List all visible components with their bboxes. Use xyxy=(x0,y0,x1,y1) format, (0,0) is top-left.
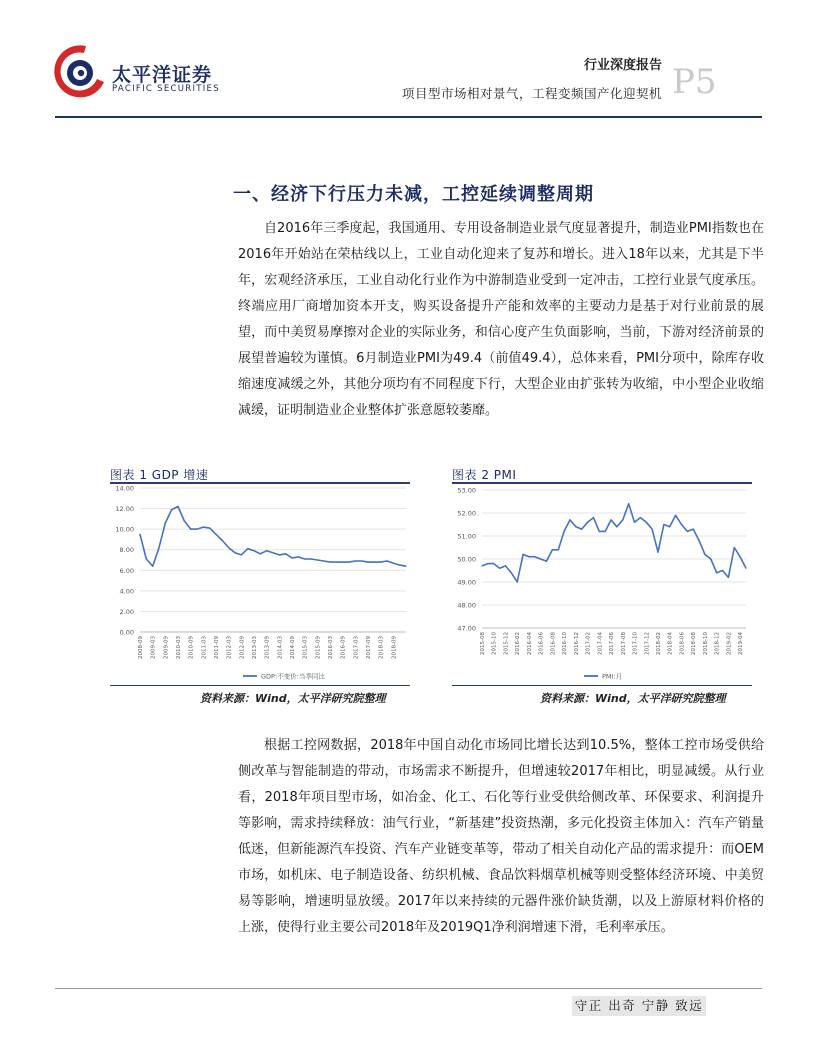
pmi-x-tick-label: 2019-04 xyxy=(738,632,745,655)
gdp-x-tick-label: 2010-03 xyxy=(176,636,182,659)
pmi-data-point xyxy=(622,519,623,520)
gdp-data-point xyxy=(399,565,400,566)
pmi-x-tick-label: 2017-12 xyxy=(644,632,651,655)
gdp-data-point xyxy=(139,534,140,535)
gdp-data-point xyxy=(260,553,261,554)
gdp-x-tick-label: 2011-03 xyxy=(201,636,208,659)
gdp-x-tick-label: 2012-03 xyxy=(226,636,233,659)
pmi-y-tick-label: 53.00 xyxy=(457,486,476,495)
gdp-y-tick-label: 0.00 xyxy=(119,628,134,637)
pmi-y-tick-label: 49.00 xyxy=(457,578,476,587)
gdp-data-point xyxy=(361,560,362,561)
gdp-data-point xyxy=(209,528,210,529)
gdp-data-point xyxy=(386,560,387,561)
pmi-data-point xyxy=(499,568,500,569)
pmi-data-point xyxy=(687,531,688,532)
pmi-data-point xyxy=(640,517,641,518)
pmi-data-point xyxy=(569,519,570,520)
footer-motto: 守正 出奇 宁静 致远 xyxy=(572,996,706,1016)
pmi-data-point xyxy=(634,522,635,523)
pmi-x-tick-label: 2016-04 xyxy=(526,632,533,655)
pmi-x-tick-label: 2017-08 xyxy=(620,632,627,655)
gdp-y-tick-label: 4.00 xyxy=(119,587,134,596)
gdp-data-point xyxy=(285,553,286,554)
pmi-data-point xyxy=(587,522,588,523)
pmi-data-point xyxy=(646,522,647,523)
pmi-data-point xyxy=(575,526,576,527)
footer-divider xyxy=(55,988,762,989)
gdp-y-tick-label: 14.00 xyxy=(115,484,134,493)
report-subtitle: 项目型市场相对景气，工程变频国产化迎契机 xyxy=(401,86,662,101)
pmi-legend-label: PMI:月 xyxy=(602,672,623,681)
pmi-data-point xyxy=(616,526,617,527)
pmi-data-point xyxy=(610,519,611,520)
pmi-data-point xyxy=(675,515,676,516)
gdp-data-point xyxy=(374,561,375,562)
gdp-y-tick-label: 12.00 xyxy=(115,505,134,514)
pmi-y-tick-label: 47.00 xyxy=(457,624,476,633)
gdp-y-tick-label: 6.00 xyxy=(119,566,134,575)
pmi-y-tick-label: 50.00 xyxy=(457,555,476,564)
figure-1-source: 资料来源：Wind，太平洋研究院整理 xyxy=(200,692,386,705)
pmi-data-point xyxy=(716,572,717,573)
pmi-x-tick-label: 2016-06 xyxy=(538,632,545,655)
gdp-data-point xyxy=(279,554,280,555)
gdp-data-point xyxy=(247,548,248,549)
gdp-data-point xyxy=(203,526,204,527)
pmi-x-tick-label: 2018-04 xyxy=(667,632,674,655)
gdp-data-point xyxy=(234,552,235,553)
pmi-data-point xyxy=(581,529,582,530)
report-type: 行业深度报告 xyxy=(583,58,662,73)
figure-1-bottom-rule xyxy=(110,685,410,686)
gdp-x-tick-label: 2016-09 xyxy=(340,636,347,659)
pmi-x-tick-label: 2015-08 xyxy=(480,632,486,655)
pmi-x-tick-label: 2018-02 xyxy=(656,632,662,655)
gdp-data-point xyxy=(266,550,267,551)
gdp-data-point xyxy=(336,561,337,562)
gdp-growth-chart xyxy=(108,484,412,684)
gdp-data-point xyxy=(146,558,147,559)
gdp-x-tick-label: 2014-09 xyxy=(290,636,296,659)
pmi-data-point xyxy=(599,531,600,532)
gdp-legend-label: GDP:不变价:当季同比 xyxy=(261,672,325,681)
gdp-data-point xyxy=(329,561,330,562)
pmi-data-point xyxy=(546,561,547,562)
pmi-x-tick-label: 2016-02 xyxy=(515,632,522,655)
pmi-data-point xyxy=(628,503,629,504)
gdp-y-tick-label: 8.00 xyxy=(119,546,134,555)
gdp-data-point xyxy=(393,562,394,563)
pmi-data-point xyxy=(740,556,741,557)
gdp-x-tick-label: 2018-03 xyxy=(378,636,385,659)
paragraph-economy: 自2016年三季度起，我国通用、专用设备制造业景气度显著提升，制造业PMI指数也在2016年开始站在荣枯线以上，工业自动化迎来了复苏和增长。进入18年以来，尤其是下半年，宏观经济承压，工业自动化行业作为中游制造业受到一定冲击，工控行业景气度承压。终端应用厂商增加资本开支，购买设备提升产能和效率的主要动力是基于对行业前景的展望，而中美贸易摩擦对企业的实际业务，和信心度产生负面影响，当前，下游对经济前景的展望普遍较为谨慎。6月制造业PMI为49.4（前值49.4），总体来看，PMI分项中，除库存收缩速度减缓之外，其他分项均有不同程度下行，大型企业由扩张转为收缩，中小型企业收缩减缓，证明制造业企业整体扩张意愿较萎靡。 xyxy=(238,221,764,418)
pmi-data-point xyxy=(693,529,694,530)
pmi-data-point xyxy=(704,554,705,555)
gdp-x-tick-label: 2009-09 xyxy=(163,636,170,659)
gdp-x-tick-label: 2015-09 xyxy=(315,636,322,659)
pmi-data-point xyxy=(487,563,488,564)
pmi-data-point xyxy=(657,552,658,553)
gdp-data-point xyxy=(310,558,311,559)
gdp-data-point xyxy=(272,552,273,553)
gdp-x-tick-label: 2016-03 xyxy=(328,636,334,659)
gdp-data-point xyxy=(215,534,216,535)
pmi-x-tick-label: 2018-06 xyxy=(679,632,686,655)
gdp-x-tick-label: 2015-03 xyxy=(302,636,309,659)
logo-company-name-en: PACIFIC SECURITIES xyxy=(112,84,220,94)
gdp-data-point xyxy=(323,560,324,561)
pmi-data-point xyxy=(481,565,482,566)
gdp-series-line xyxy=(140,507,406,567)
pmi-series-line xyxy=(482,504,746,582)
gdp-x-tick-label: 2013-03 xyxy=(252,636,258,659)
section-title: 一、经济下行压力未减，工控延续调整周期 xyxy=(233,184,594,205)
gdp-x-tick-label: 2010-09 xyxy=(188,636,195,659)
pmi-data-point xyxy=(698,540,699,541)
pmi-data-point xyxy=(534,556,535,557)
figure-2-title: 图表 2 PMI xyxy=(452,468,517,482)
pmi-x-tick-label: 2018-12 xyxy=(714,632,721,655)
pmi-y-tick-label: 52.00 xyxy=(457,509,476,518)
pmi-data-point xyxy=(552,549,553,550)
gdp-data-point xyxy=(222,540,223,541)
gdp-data-point xyxy=(405,566,406,567)
gdp-data-point xyxy=(196,529,197,530)
pmi-data-point xyxy=(517,581,518,582)
pmi-data-point xyxy=(669,526,670,527)
pmi-data-point xyxy=(522,554,523,555)
gdp-data-point xyxy=(241,554,242,555)
pmi-data-point xyxy=(505,565,506,566)
header-divider xyxy=(55,116,762,118)
pmi-y-tick-label: 51.00 xyxy=(457,532,476,541)
gdp-data-point xyxy=(348,561,349,562)
pmi-chart xyxy=(450,484,754,684)
pmi-data-point xyxy=(493,563,494,564)
gdp-data-point xyxy=(304,558,305,559)
gdp-data-point xyxy=(165,522,166,523)
gdp-data-point xyxy=(380,561,381,562)
pmi-x-tick-label: 2017-02 xyxy=(585,632,592,655)
pmi-x-tick-label: 2016-10 xyxy=(562,632,569,655)
gdp-data-point xyxy=(291,557,292,558)
pmi-data-point xyxy=(528,556,529,557)
pmi-x-tick-label: 2015-12 xyxy=(503,632,510,655)
gdp-y-tick-label: 2.00 xyxy=(119,607,134,616)
pmi-data-point xyxy=(722,570,723,571)
pmi-data-point xyxy=(511,572,512,573)
pmi-x-tick-label: 2018-08 xyxy=(691,632,698,655)
pmi-x-tick-label: 2017-06 xyxy=(609,632,616,655)
pmi-data-point xyxy=(605,531,606,532)
gdp-data-point xyxy=(228,547,229,548)
gdp-x-tick-label: 2011-09 xyxy=(214,636,220,659)
gdp-y-tick-label: 10.00 xyxy=(115,525,134,534)
gdp-x-tick-label: 2008-09 xyxy=(138,636,144,659)
pmi-data-point xyxy=(681,524,682,525)
pmi-data-point xyxy=(745,568,746,569)
figure-2-source: 资料来源：Wind，太平洋研究院整理 xyxy=(540,692,726,705)
pmi-x-tick-label: 2016-12 xyxy=(573,632,580,655)
pmi-y-tick-label: 48.00 xyxy=(457,601,476,610)
pmi-x-tick-label: 2016-08 xyxy=(550,632,557,655)
gdp-x-tick-label: 2013-09 xyxy=(264,636,271,659)
paragraph-automation-market: 根据工控网数据，2018年中国自动化市场同比增长达到10.5%，整体工控市场受供给侧改革与智能制造的带动，市场需求不断提升，但增速较2017年相比，明显减缓。从行业看，2018年项目型市场，如冶金、化工、石化等行业受供给侧改革、环保要求、利润提升等影响，需求持续释放：油气行业，“新基建”投资热潮，多元化投资主体加入：汽车产销量低迷，但新能源汽车投资、汽车产业链变革等，带动了相关自动化产品的需求提升：而OEM市场，如机床、电子制造设备、纺织机械、食品饮料烟草机械等则受整体经济环境、中美贸易等影响，增速明显放缓。2017年以来持续的元器件涨价缺货潮，以及上游原材料价格的上涨，使得行业主要公司2018年及2019Q1净利润增速下滑，毛利率承压。 xyxy=(238,738,764,935)
pmi-x-tick-label: 2018-10 xyxy=(702,632,709,655)
pmi-x-tick-label: 2017-10 xyxy=(632,632,639,655)
pmi-data-point xyxy=(728,577,729,578)
pmi-data-point xyxy=(734,547,735,548)
pacific-securities-logo-icon xyxy=(50,42,108,100)
gdp-x-tick-label: 2009-03 xyxy=(150,636,157,659)
gdp-data-point xyxy=(253,550,254,551)
gdp-data-point xyxy=(158,547,159,548)
gdp-data-point xyxy=(177,506,178,507)
logo-company-name: 太平洋证券 xyxy=(112,64,213,86)
gdp-x-tick-label: 2018-09 xyxy=(391,636,398,659)
gdp-x-tick-label: 2014-03 xyxy=(277,636,284,659)
gdp-data-point xyxy=(355,560,356,561)
pmi-data-point xyxy=(540,558,541,559)
pmi-data-point xyxy=(564,531,565,532)
gdp-x-tick-label: 2017-03 xyxy=(353,636,360,659)
gdp-x-tick-label: 2012-09 xyxy=(239,636,246,659)
page-number: P5 xyxy=(672,62,717,102)
gdp-data-point xyxy=(367,561,368,562)
pmi-data-point xyxy=(710,558,711,559)
pmi-x-tick-label: 2015-10 xyxy=(491,632,498,655)
pmi-data-point xyxy=(558,549,559,550)
gdp-x-tick-label: 2017-09 xyxy=(366,636,372,659)
gdp-data-point xyxy=(171,509,172,510)
figure-2-bottom-rule xyxy=(452,685,752,686)
pmi-x-tick-label: 2017-04 xyxy=(597,632,604,655)
pmi-data-point xyxy=(593,517,594,518)
gdp-data-point xyxy=(190,529,191,530)
gdp-data-point xyxy=(152,566,153,567)
pmi-data-point xyxy=(663,524,664,525)
gdp-data-point xyxy=(298,556,299,557)
gdp-data-point xyxy=(342,561,343,562)
pmi-data-point xyxy=(652,529,653,530)
figure-1-title: 图表 1 GDP 增速 xyxy=(110,468,209,482)
gdp-data-point xyxy=(317,559,318,560)
gdp-data-point xyxy=(184,520,185,521)
pmi-x-tick-label: 2019-02 xyxy=(726,632,733,655)
